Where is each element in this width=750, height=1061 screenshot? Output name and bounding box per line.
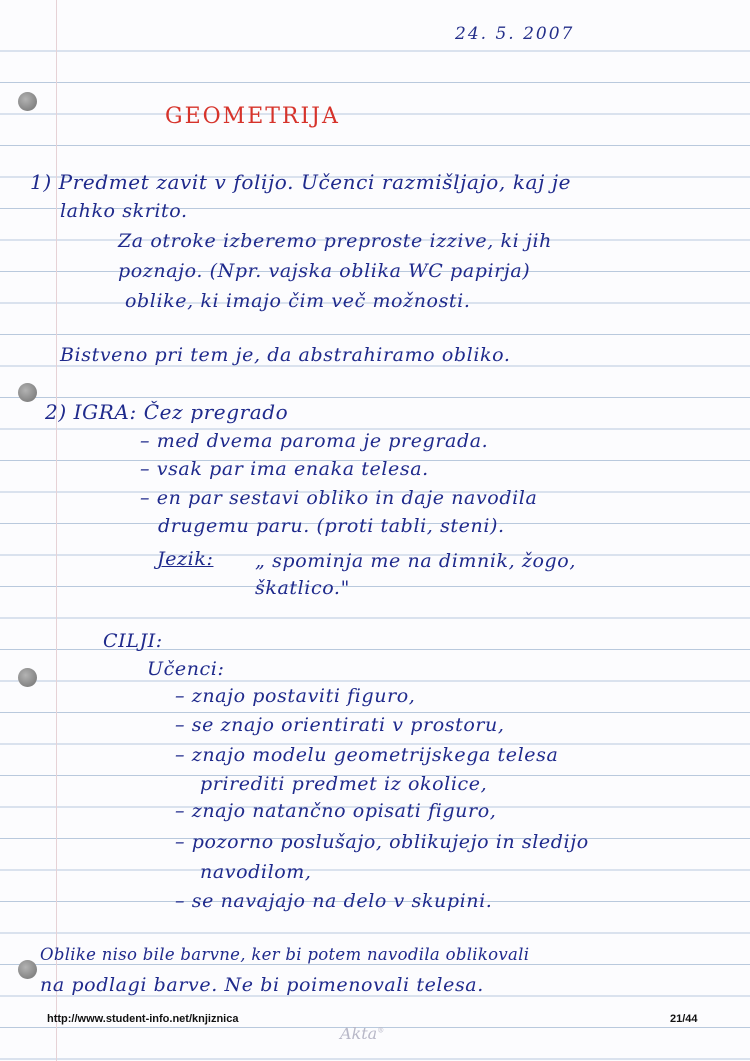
text-line: oblike, ki imajo čim več možnosti. <box>125 290 471 312</box>
label-jezik: Jezik: <box>157 548 214 570</box>
text-line: 1) Predmet zavit v folijo. Učenci razmišljajo, kaj je <box>30 170 572 194</box>
logo-text: Akta <box>340 1024 378 1043</box>
text-line: prirediti predmet iz okolice, <box>200 773 488 795</box>
text-line: Oblike niso bile barvne, ker bi potem navodila oblikovali <box>40 945 530 964</box>
text-line: navodilom, <box>200 861 312 883</box>
margin-line <box>56 0 57 1061</box>
text-line: „ spominja me na dimnik, žogo, <box>255 550 576 572</box>
text-line: na podlagi barve. Ne bi poimenovali telesa. <box>40 974 484 996</box>
page-number: 21/44 <box>670 1013 698 1025</box>
list-item: – pozorno poslušajo, oblikujejo in sledijo <box>175 831 589 853</box>
list-item: – znajo natančno opisati figuro, <box>175 800 497 822</box>
list-item: – vsak par ima enaka telesa. <box>140 458 429 480</box>
list-item: – med dvema paroma je pregrada. <box>140 430 489 452</box>
punch-hole <box>18 383 37 402</box>
text-line: drugemu paru. (proti tabli, steni). <box>158 515 505 537</box>
punch-hole <box>18 960 37 979</box>
list-item: – znajo postaviti figuro, <box>175 685 416 707</box>
paper-brand-logo <box>340 1024 384 1043</box>
date: 24. 5. 2007 <box>455 24 575 44</box>
footer-url: http://www.student-info.net/knjiznica <box>47 1013 239 1025</box>
text-line: Bistveno pri tem je, da abstrahiramo obliko. <box>60 344 511 366</box>
text-line: Za otroke izberemo preproste izzive, ki jih <box>118 230 552 252</box>
punch-hole <box>18 92 37 111</box>
text-line: škatlico." <box>255 577 350 599</box>
page-title: GEOMETRIJA <box>165 104 340 129</box>
text-line: lahko skrito. <box>60 200 188 222</box>
text-line: poznajo. (Npr. vajska oblika WC papirja) <box>118 260 531 282</box>
text-line: Učenci: <box>147 658 225 680</box>
punch-hole <box>18 668 37 687</box>
registered-mark: ® <box>377 1026 385 1035</box>
section-heading: 2) IGRA: Čez pregrado <box>45 400 289 424</box>
list-item: – se navajajo na delo v skupini. <box>175 890 493 912</box>
section-heading: CILJI: <box>103 630 163 652</box>
list-item: – znajo modelu geometrijskega telesa <box>175 744 559 766</box>
list-item: – en par sestavi obliko in daje navodila <box>140 487 538 509</box>
list-item: – se znajo orientirati v prostoru, <box>175 714 505 736</box>
